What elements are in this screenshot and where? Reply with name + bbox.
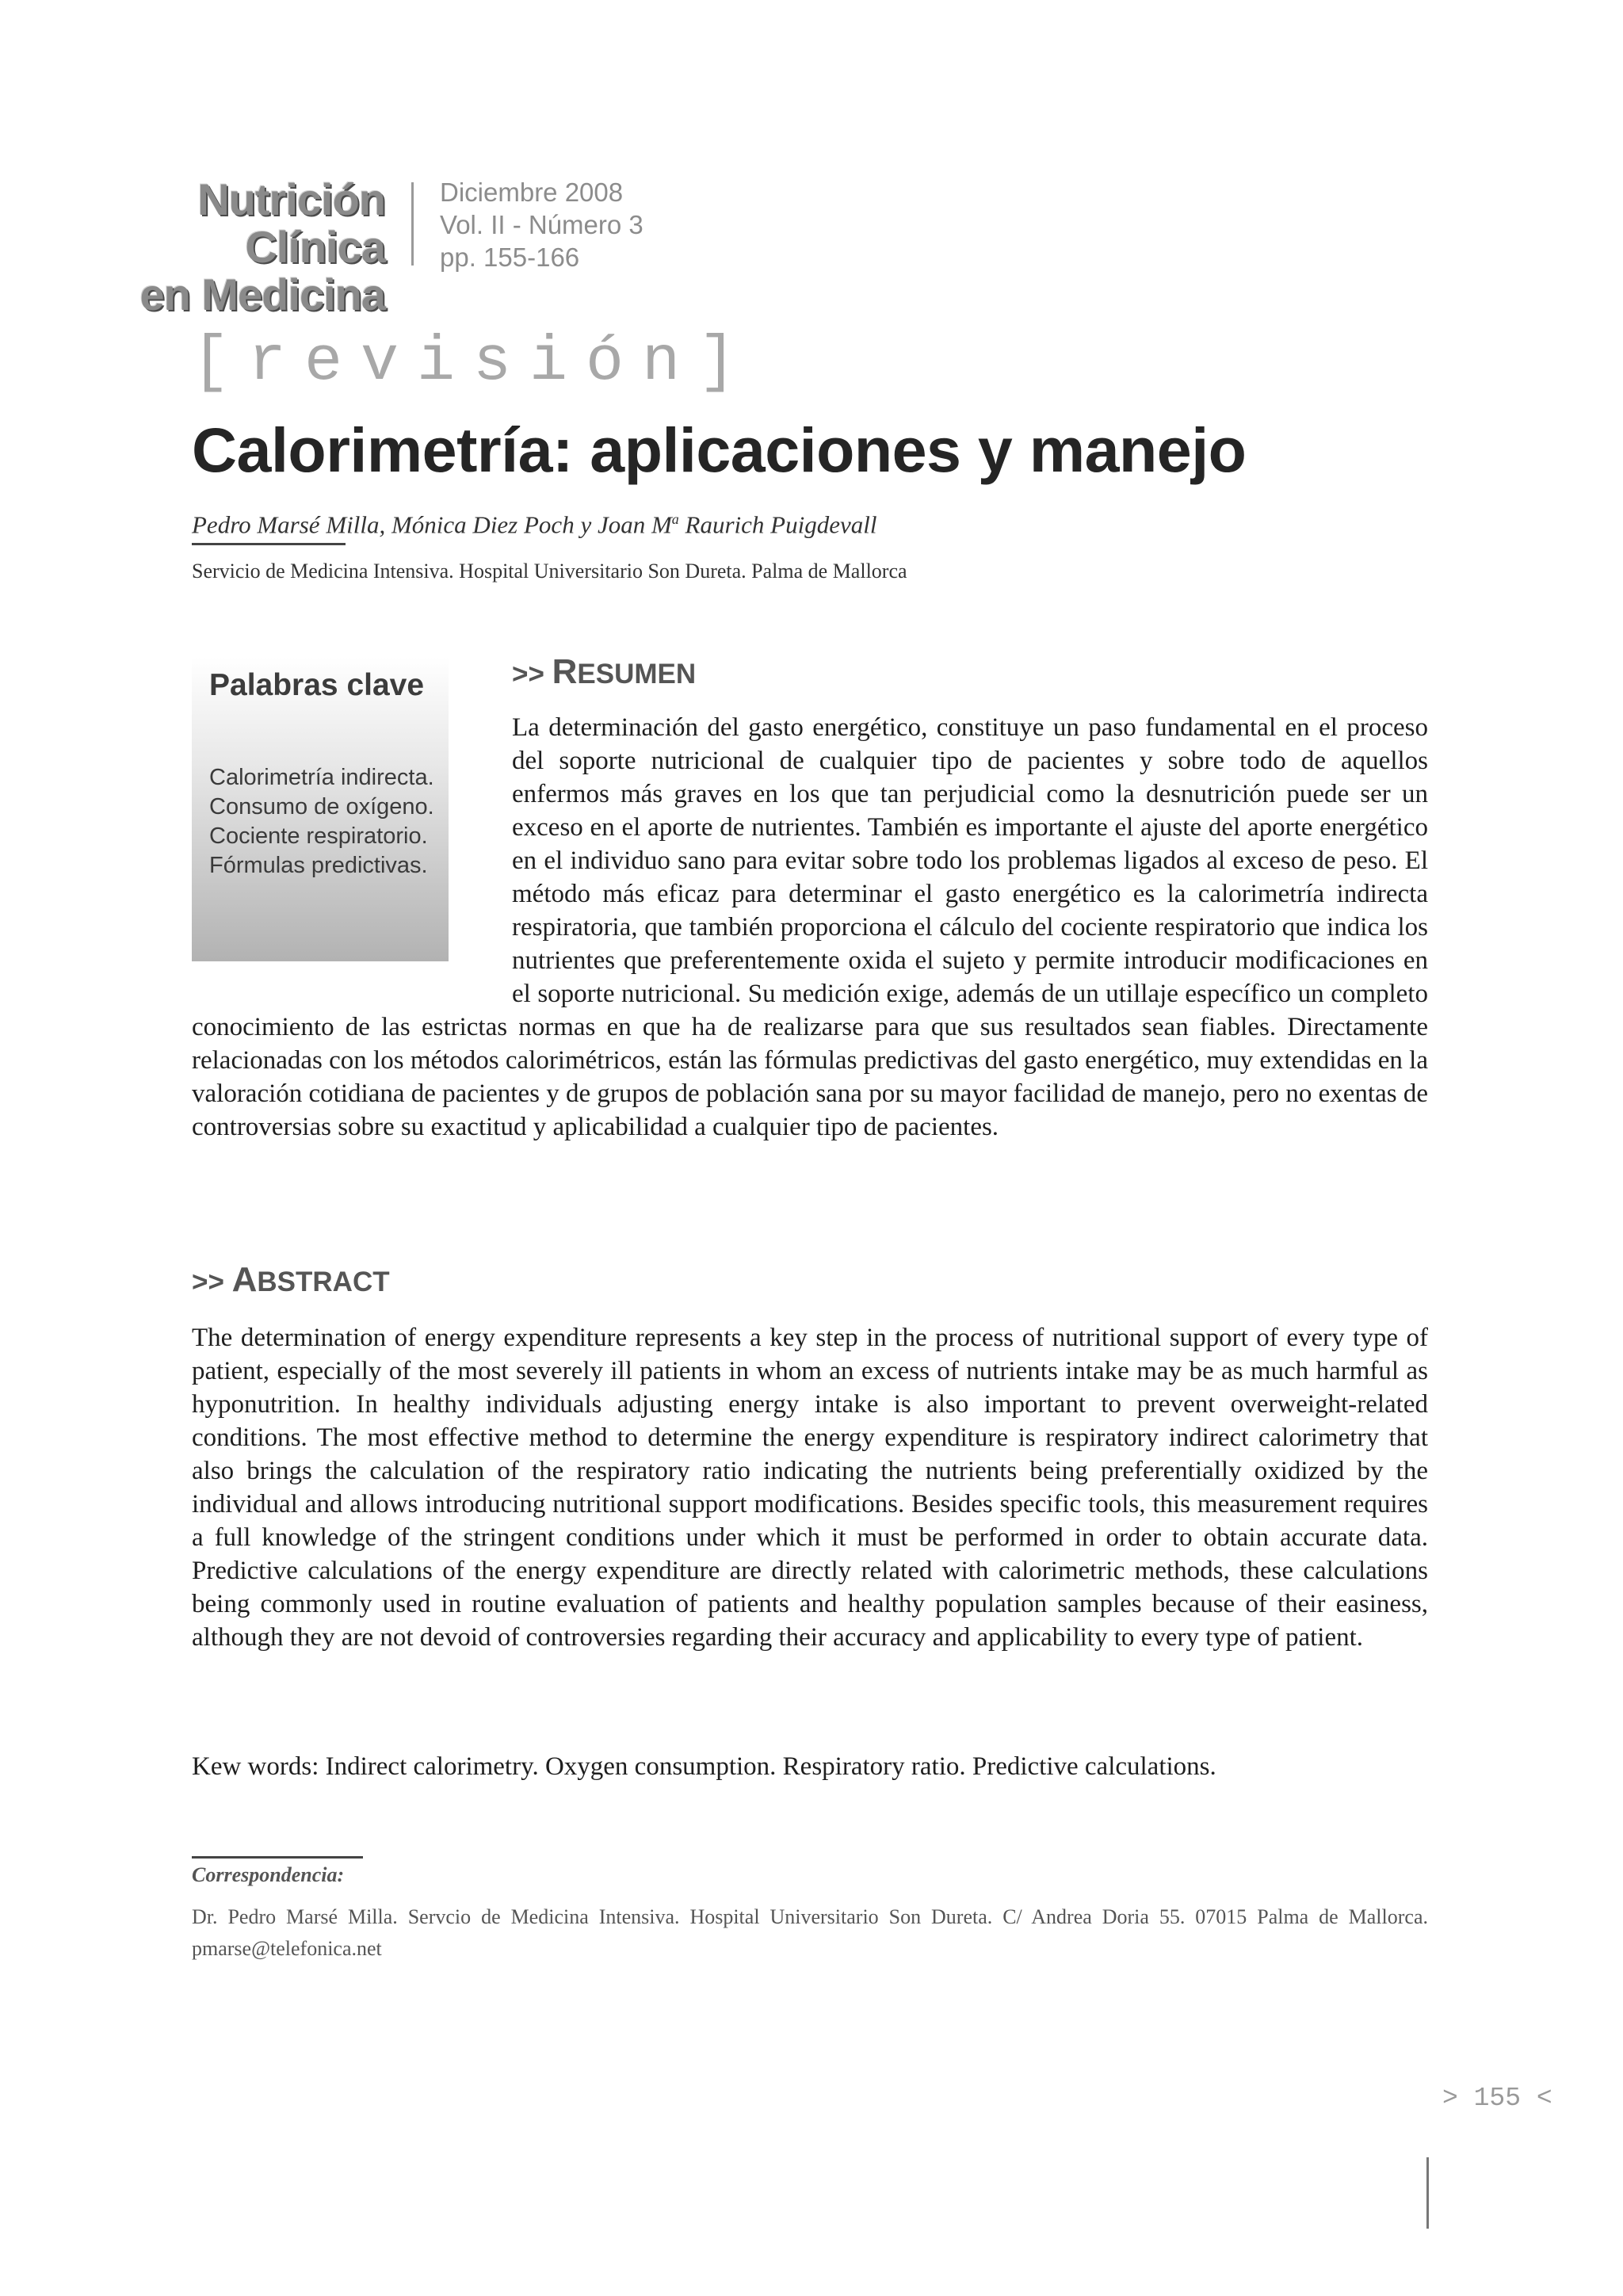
resumen-heading bbox=[512, 648, 696, 704]
authors-text: Pedro Marsé Milla, Mónica Diez Poch y Joan M bbox=[192, 510, 672, 539]
resumen-heading-prefix: >> bbox=[512, 659, 552, 690]
issue-pages: pp. 155-166 bbox=[440, 243, 580, 272]
correspondence-rule bbox=[192, 1856, 363, 1859]
abstract-body: The determination of energy expenditure represents a key step in the process of nutritional support of every type of patient, especially of the most severely ill patients in whom an excess of nutrients intake may be as much harmful as hyponutrition. In healthy individuals adjusting energy intake is also important to prevent overweight-related conditions. The most effective method to determine the energy expenditure is respiratory indirect calorimetry that also brings the calculation of the respiratory ratio indicating the nutrients being preferentially oxidized by the individual and allows introducing nutritional support modifications. Besides specific tools, this measurement requires a full knowledge of the stringent conditions under which it must be performed in order to obtain accurate data. Predictive calculations of the energy expenditure are directly related with calorimetric methods, these calculations being commonly used in routine evaluation of patients and healthy population samples because of their easiness, although they are not devoid of controversies regarding their accuracy and applicability to every type of patient. bbox=[192, 1324, 1428, 1652]
resumen-body bbox=[192, 711, 1428, 1144]
issue-info bbox=[440, 176, 643, 273]
issue-date: Diciembre 2008 bbox=[440, 178, 624, 207]
keywords-text: Calorimetría indirecta. Consumo de oxígeno. Cociente respiratorio. Fórmulas predictivas. bbox=[209, 765, 434, 878]
keywords-english: Kew words: Indirect calorimetry. Oxygen consumption. Respiratory ratio. Predictive calculations. bbox=[192, 1752, 1216, 1781]
article-title: Calorimetría: aplicaciones y manejo bbox=[192, 415, 1247, 485]
abstract-heading-cap: A bbox=[231, 1260, 258, 1299]
authors-superscript: a bbox=[671, 511, 679, 527]
resumen-heading-cap: R bbox=[552, 652, 578, 691]
abstract-heading bbox=[192, 1256, 390, 1312]
correspondence-label: Correspondencia: bbox=[192, 1863, 345, 1886]
header-divider bbox=[411, 182, 414, 266]
footer-rule bbox=[1426, 2157, 1429, 2229]
resumen-heading-rest: ESUMEN bbox=[577, 659, 697, 690]
resumen-text: La determinación del gasto energético, constituye un paso fundamental en el proceso del soporte nutricional de cualquier tipo de pacientes y sobre todo de aquellos enfermos más graves en los que tan perjudicial como la desnutrición puede ser un exceso en el aporte de nutrientes. También es importante el ajuste del aporte energético en el individuo sano para evitar sobre todo los problemas ligados al exceso de peso. El método más eficaz para determinar el gasto energético es la calorimetría indirecta respiratoria, que también proporciona el cálculo del cociente respiratorio que indica los nutrientes que preferentemente oxida el sujeto y permite introducir modificaciones en el soporte nutricional. Su medición exige, además de un utillaje específico un completo conocimiento de las estrictas normas en que ha de realizarse para que sus resultados sean fiables. Directamente relacionadas con los métodos calorimétricos, están las fórmulas predictivas del gasto energético, muy extendidas en la valoración cotidiana de pacientes y de grupos de población sana por su mayor facilidad de manejo, pero no exentas de controversias sobre su exactitud y aplicabilidad a cualquier tipo de pacientes. bbox=[192, 713, 1428, 1141]
abstract-heading-rest: BSTRACT bbox=[257, 1266, 390, 1297]
page-number: > 155 < bbox=[1442, 2084, 1552, 2113]
issue-volume: Vol. II - Número 3 bbox=[440, 210, 643, 239]
affiliation: Servicio de Medicina Intensiva. Hospital Universitario Son Dureta. Palma de Mallorca bbox=[192, 560, 907, 583]
journal-logo bbox=[49, 176, 385, 319]
keywords-heading: Palabras clave bbox=[209, 668, 425, 702]
authors-rule bbox=[192, 543, 346, 545]
correspondence-text: Dr. Pedro Marsé Milla. Servcio de Medicina Intensiva. Hospital Universitario Son Dureta. C/ Andrea Doria 55. 07015 Palma de Mallorca. pmarse@telefonica.net bbox=[192, 1905, 1428, 1960]
authors bbox=[192, 503, 876, 541]
journal-name-line1: Nutrición Clínica bbox=[197, 174, 385, 272]
section-label: [revisión] bbox=[192, 327, 755, 399]
abstract-heading-prefix: >> bbox=[192, 1266, 232, 1297]
journal-name-line2: en Medicina bbox=[139, 269, 385, 319]
authors-text-tail: Raurich Puigdevall bbox=[678, 510, 877, 539]
